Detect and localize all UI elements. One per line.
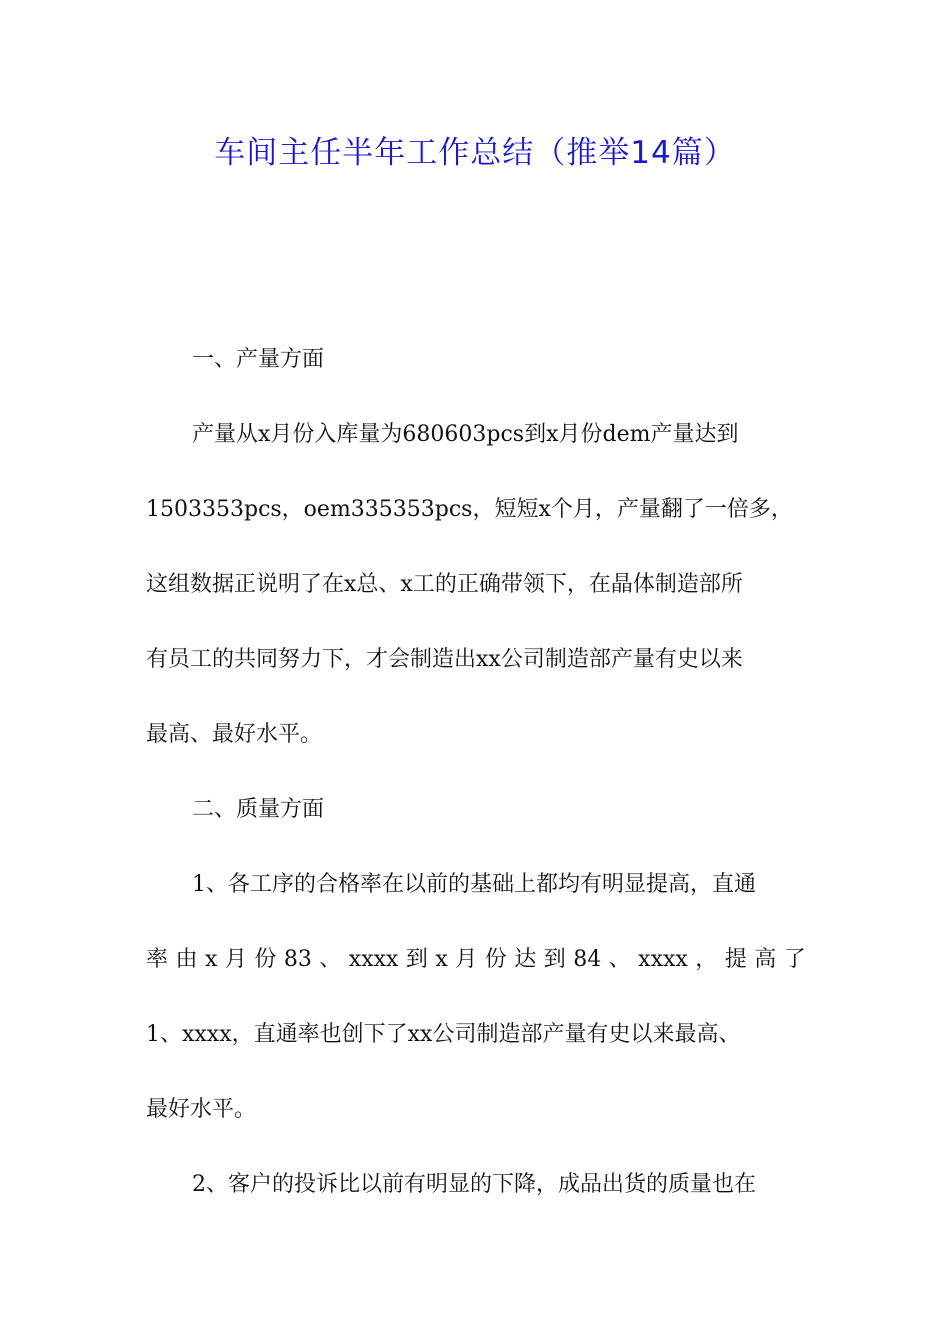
word: 83 [283,947,312,972]
word: 月 [455,947,478,972]
paragraph-line: 这组数据正说明了在x总、x工的正确带领下，在晶体制造部所 [146,572,743,597]
paragraph-line: 1、各工序的合格率在以前的基础上都均有明显提高，直通 [192,872,756,897]
paragraph-line: 有员工的共同努力下，才会制造出xx公司制造部产量有史以来 [146,647,743,672]
word: 到 [543,947,566,972]
word: 了 [783,947,806,972]
document-title: 车间主任半年工作总结（推举14篇） [214,135,736,171]
paragraph-line: 2、客户的投诉比以前有明显的下降，成品出货的质量也在 [192,1172,756,1197]
word: 、 [608,947,631,972]
word: 份 [254,947,277,972]
paragraph-line: 产量从x月份入库量为680603pcs到x月份dem产量达到 [192,422,739,447]
document-body [146,322,806,1222]
word: x [435,947,448,972]
word: 由 [175,947,198,972]
word: xxxx [638,947,688,972]
word: 、 [319,947,342,972]
section-heading-quality: 二、质量方面 [192,797,325,822]
word: 高 [754,947,777,972]
paragraph-line: 1503353pcs，oem335353pcs，短短x个月，产量翻了一倍多， [146,497,793,522]
word: x [204,947,218,972]
word: 月 [224,947,247,972]
word: 84 [573,947,602,972]
word: 到 [405,947,428,972]
word: ， [695,947,718,972]
paragraph-line: 最高、最好水平。 [146,722,323,747]
word: 份 [484,947,507,972]
paragraph-line: 最好水平。 [146,1097,257,1122]
paragraph-line-justified [146,922,806,997]
paragraph-line: 1、xxxx，直通率也创下了xx公司制造部产量有史以来最高、 [146,1022,741,1047]
word: xxxx [348,947,399,972]
word: 达 [514,947,537,972]
word: 提 [724,947,747,972]
section-heading-output: 一、产量方面 [192,347,325,372]
word: 率 [146,947,169,972]
